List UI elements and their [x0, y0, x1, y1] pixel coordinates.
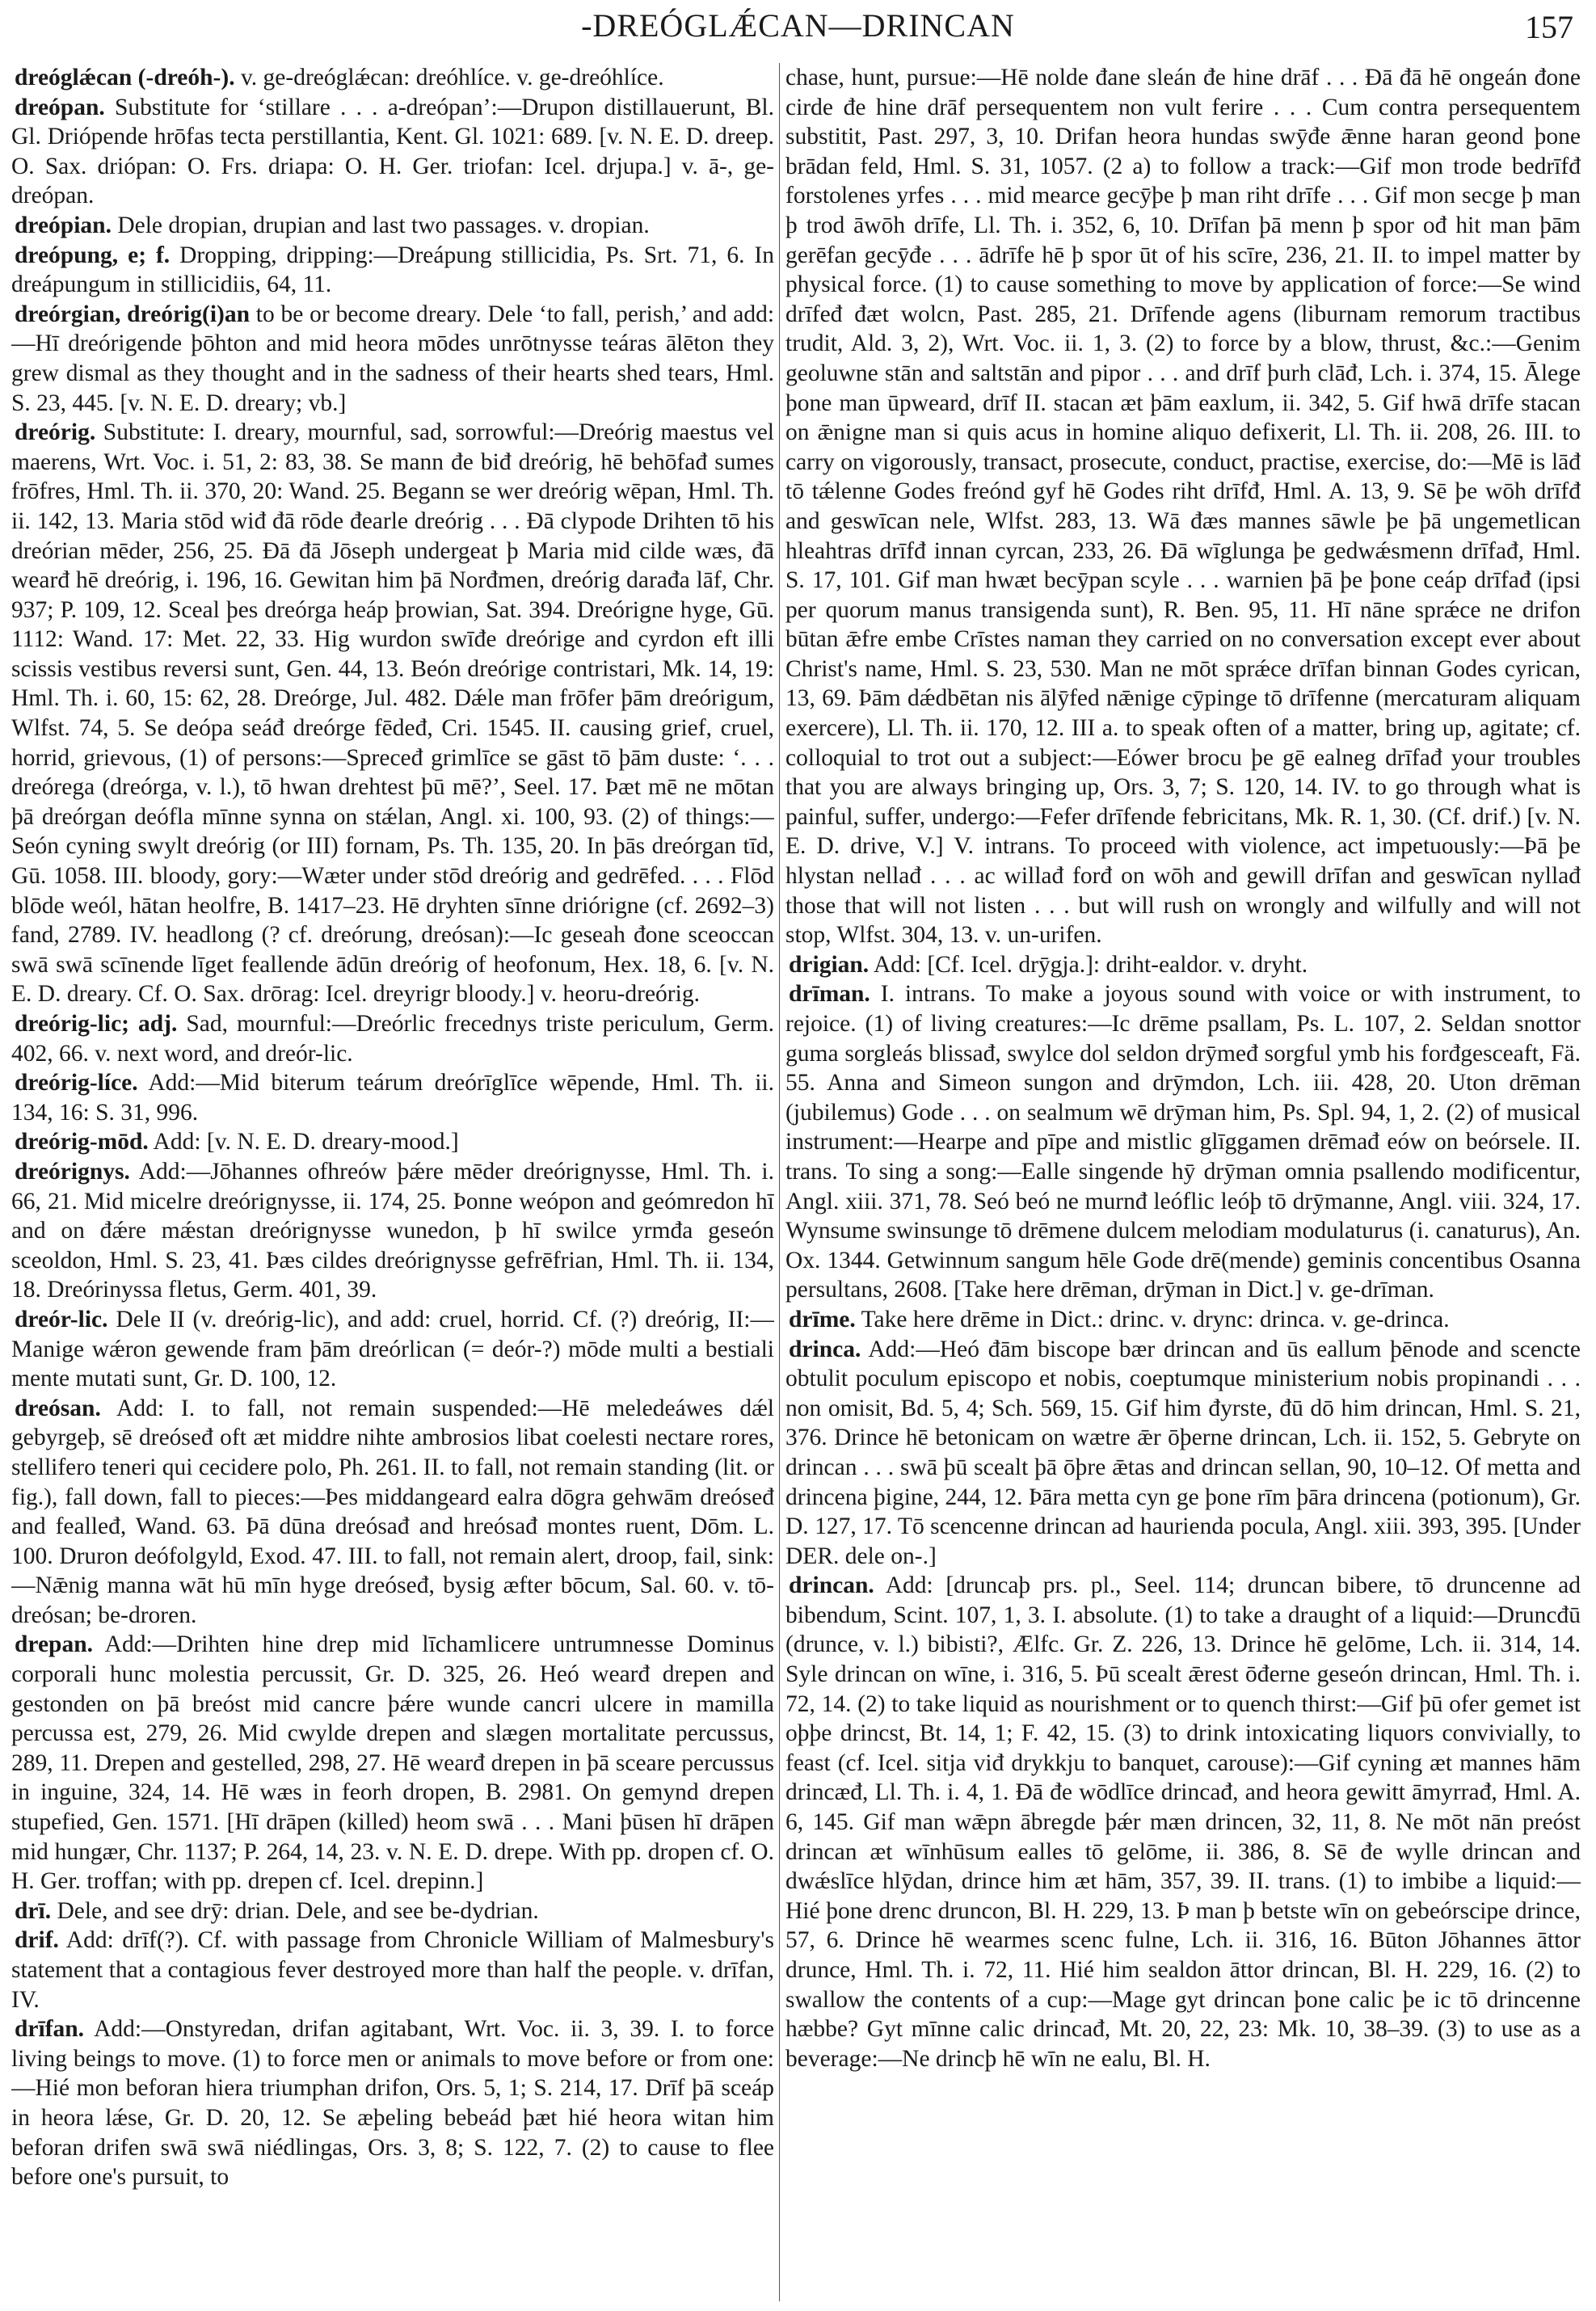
dictionary-entry	[11, 241, 774, 300]
page-number: 157	[1525, 9, 1573, 45]
dictionary-entry	[11, 300, 774, 418]
entry-body: Add:—Drihten hine drep mid līchamlicere untrumnesse Dominus corporali hunc molestia percussit, Gr. D. 325, 26. Heó wearđ drepen and gestonden on þā breóst mid cancre þǽre wunde cancri ulcere in mamilla percussa est, 279, 26. Mid cwylde drepen and slægen mortalitate percussus, 289, 11. Drepen and gestelled, 298, 27. Hē wearđ drepen in þā sceare percussus in inguine, 324, 14. Hē wæs in feorh dropen, B. 2981. On gemynd drepen stupefied, Gen. 1571. [Hī drāpen (killed) heom swā . . . Mani þūsen hī drāpen mid hungær, Chr. 1137; P. 264, 14, 23. v. N. E. D. drepe. With pp. dropen cf. O. H. Ger. troffan; with pp. drepen cf. Icel. drepinn.]	[11, 1631, 774, 1895]
entry-body: Add: [druncaþ prs. pl., Seel. 114; druncan bibere, tō druncenne ad bibendum, Scint. 107, 1, 3. I. absolute. (1) to take a draught of a liquid:—Druncđū (drunce, v. l.) bibisti?, Ælfc. Gr. Z. 226, 13. Drince hē gelōme, Lch. ii. 314, 14. Syle drincan on wīne, i. 316, 5. Þū scealt ǣrest ōđerne geseón drincan, Hml. Th. i. 72, 14. (2) to take liquid as nourishment or to quench thirst:—Gif þū ofer gemet ist oþþe drincst, Bt. 14, 1; F. 42, 15. (3) to drink intoxicating liquors convivially, to feast (cf. Icel. sitja viđ drykkju to banquet, carouse):—Gif cyning æt mannes hām drincæđ, Ll. Th. i. 4, 1. Đā đe wōdlīce drincađ, and heora gewitt āmyrrađ, Hml. A. 6, 145. Gif man wǣpn ābregde þǽr mæn drincen, 32, 11, 8. Ne mōt nān preóst drincan æt wīnhūsum ealles tō gelōme, ii. 386, 8. Sē đe wylle drincan and dwǽslīce hlȳdan, drince him æt hām, 357, 39. II. trans. (1) to imbibe a liquid:—Hié þone drenc druncon, Bl. H. 229, 13. Þ man þ betste wīn on gebeórscipe drince, 57, 6. Drince hē wearmes scenc fulne, Lch. ii. 316, 16. Būton Jōhannes āttor drunce, Hml. Th. i. 72, 11. Hié him sealdon āttor drincan, Bl. H. 229, 16. (2) to swallow the contents of a cup:—Mage gyt drincan þone calic þe ic tō drincenne hæbbe? Gyt mīnne calic drincađ, Mt. 20, 22, 23: Mk. 10, 38–39. (3) to use as a beverage:—Ne drincþ hē wīn ne ealu, Bl. H.	[785, 1572, 1581, 2072]
entry-body: to be or become dreary. Dele ‘to fall, perish,’ and add:—Hī dreórigende þōhton and mid heora mōdes unrōtnysse teáras ālēton they grew dismal as they thought and in the sadness of their hearts shed tears, Hml. S. 23, 445. [v. N. E. D. dreary; vb.]	[11, 301, 774, 416]
dictionary-entry	[785, 1335, 1581, 1572]
entry-body: Add: drīf(?). Cf. with passage from Chronicle William of Malmesbury's statement that a contagious fever destroyed more than half the people. v. drīfan, IV.	[11, 1927, 774, 2013]
dictionary-entry	[11, 1630, 774, 1896]
column-divider	[779, 63, 780, 2301]
entry-headword: drigian.	[789, 951, 870, 978]
entry-continuation: chase, hunt, pursue:—Hē nolde đane sleán đe hine drāf . . . Đā đā hē ongeán đone cirde đe hine drāf persequentem non vult ferire . . . Cum contra persequentem substitit, Past. 297, 3, 10. Drifan heora hundas swȳđe ǣnne haran geond þone brādan feld, Hml. S. 31, 1057. (2 a) to follow a track:—Gif mon trode bedrīfđ forstolenes yrfes . . . mid mearce gecȳþe þ man riht drīfe . . . Gif mon secge þ man þ trod āwōh drīfe, Ll. Th. i. 352, 6, 10. Drīfan þā menn þ spor ođ hit man þām gerēfan gecȳđe . . . ādrīfe hē þ spor ūt of his scīre, 236, 21. II. to impel matter by physical force. (1) to cause something to move by application of force:—Se wind drīfeđ đæt wolcn, Past. 285, 21. Drīfende agens (liburnam remorum tractibus trudit, Ald. 3, 2), Wrt. Voc. ii. 1, 3. (2) to force by a blow, thrust, &c.:—Genim geoluwne stān and saltstān and pipor . . . and drīf þurh clāđ, Lch. i. 374, 15. Ālege þone man ūpweard, drīf II. stacan æt þām eaxlum, ii. 342, 5. Gif hwā drīfe stacan on ǣnigne man si quis acus in homine aliquo defixerit, Ll. Th. ii. 208, 26. III. to carry on vigorously, transact, prosecute, conduct, practise, exercise, do:—Mē is lāđ tō tǽlenne Godes freónd gyf hē Godes riht drīfđ, Hml. A. 13, 9. Sē þe wōh drīfđ and geswīcan nele, Wlfst. 283, 13. Wā đæs mannes sāwle þe þā ungemetlican hleahtras drīfđ innan cyrcan, 233, 26. Đā wīglunga þe gedwǽsmenn drīfađ, Hml. S. 17, 101. Gif man hwæt becȳpan scyle . . . warnien þā þe þone ceáp drīfađ (ipsi per quorum manus transigenda sunt), R. Ben. 95, 11. Hī nāne sprǽce ne drifon būtan ǣfre embe Crīstes naman they carried on no conversation except ever about Christ's name, Hml. S. 23, 530. Man ne mōt sprǽce drīfan binnan Godes cyrican, 13, 69. Þām dǽdbētan nis ālȳfed nǣnige cȳpinge tō drīfenne (mercaturam aliquam exercere), Ll. Th. ii. 170, 12. III a. to speak often of a matter, bring up, agitate; cf. colloquial to trot out a subject:—Eówer brocu þe gē ealneg drīfađ your troubles that you are always bringing up, Ors. 3, 7; S. 120, 14. IV. to go through what is painful, suffer, undergo:—Fefer drīfende febricitans, Mk. R. 1, 30. (Cf. drif.) [v. N. E. D. drive, V.] V. intrans. To proceed with violence, act impetuously:—Þā þe hlystan nellađ . . . ac willađ forđ on wōh and gewill drīfan and geswīcan nyllađ those that will not listen . . . but will rush on wrongly and wilfully and will not stop, Wlfst. 304, 13. v. un-urifen.	[785, 65, 1581, 949]
dictionary-entry	[11, 93, 774, 211]
dictionary-entry	[11, 1896, 774, 1926]
dictionary-entry	[11, 1305, 774, 1394]
entry-body: Dropping, dripping:—Dreápung stillicidia, Ps. Srt. 71, 6. In dreápungum in stillicidiis, 64, 11.	[11, 242, 774, 298]
entry-body: v. ge-dreóglǽcan: dreóhlíce. v. ge-dreóhlíce.	[240, 65, 664, 91]
entry-headword: dreór-lic.	[15, 1306, 108, 1332]
left-column	[11, 63, 774, 2305]
entry-body: I. intrans. To make a joyous sound with voice or with instrument, to rejoice. (1) of living creatures:—Ic drēme psallam, Ps. L. 107, 2. Seldan snottor guma sorgleás blissađ, swylce dol seldon drȳmeđ sorgful ymb his forđgesceaft, Fä. 55. Anna and Simeon sungon and drȳmdon, Lch. iii. 428, 20. Uton drēman (jubilemus) Gode . . . on sealmum wē drȳman him, Ps. Spl. 94, 1, 2. (2) of musical instrument:—Hearpe and pīpe and mistlic glīggamen drēmađ eów on beórsele. II. trans. To sing a song:—Ealle singende hȳ drȳman omnia psallendo modificentur, Angl. xiii. 371, 78. Seó beó ne murnđ leóflic leóþ tō drȳmanne, Angl. viii. 324, 17. Wynsume swinsunge tō drēmene dulcem melodiam modulaturus (i. canaturus), An. Ox. 1344. Getwinnum sangum hēle Gode drē(mende) geminis concentibus Osanna persultans, 2608. [Take here drēman, drȳman in Dict.] v. ge-drīman.	[785, 981, 1581, 1303]
entry-headword: dreópan.	[15, 94, 105, 120]
entry-headword: drīme.	[789, 1306, 856, 1332]
entry-headword: dreósan.	[15, 1395, 101, 1421]
running-title: -DREÓGLǼCAN—DRINCAN	[581, 7, 1015, 44]
dictionary-entry	[11, 2014, 774, 2192]
entry-headword: dreórig.	[15, 419, 96, 446]
dictionary-entry	[785, 1305, 1581, 1335]
entry-headword: drīfan.	[15, 2016, 85, 2043]
entry-body: Dele II (v. dreórig-lic), and add: cruel, horrid. Cf. (?) dreórig, II:—Manige wǽron gewende fram þām dreórlican (= deór-?) mōde multi a bestiali mente mutati sunt, Gr. D. 100, 12.	[11, 1306, 774, 1392]
dictionary-entry	[785, 979, 1581, 1305]
entry-body: Add:—Heó đām biscope bær drincan and ūs eallum þēnode and scencte obtulit poculum episcopo et nobis, coeptumque ministerium nobis propinandi . . . non omisit, Bd. 5, 4; Sch. 569, 15. Gif him đyrste, đū dō him drincan, Hml. S. 21, 376. Drince hē betonicam on wætre ǣr ōþerne drincan, Lch. ii. 152, 5. Gebryte on drincan . . . swā þū scealt þā ōþre ǣtas and drincan sellan, 90, 10–12. Of metta and drincena þigine, 244, 12. Þāra metta cyn ge þone rīm þāra drincena (potionum), Gr. D. 127, 17. Tō scencenne drincan ad hauriendа pocula, Angl. xiii. 393, 395. [Under DER. dele on-.]	[785, 1336, 1581, 1569]
dictionary-entry	[11, 1127, 774, 1157]
entry-body: Add: I. to fall, not remain suspended:—Hē meledeáwes dǽl gebyrgeþ, sē dreóseđ oft æt middre nihte ambrosios libat coelesti nectare rores, stellifero teneri qui cecidere polo, Ph. 261. II. to fall, not remain standing (lit. or fig.), fall down, fall to pieces:—Þes middangeard ealra dōgra gehwām dreóseđ and fealleđ, Wand. 63. Þā dūna dreósađ and hreósađ montes ruent, Dōm. L. 100. Druron deófolgyld, Exod. 47. III. to fall, not remain alert, droop, fail, sink:—Nǣnig manna wāt hū mīn hyge dreóseđ, bysig æfter bōcum, Sal. 60. v. tō-dreósan; be-droren.	[11, 1395, 774, 1628]
entry-body: Sad, mournful:—Dreórlic frecednys triste periculum, Germ. 402, 66. v. next word, and dreór-lic.	[11, 1011, 774, 1067]
dictionary-entry	[11, 418, 774, 1009]
entry-headword: drincan.	[789, 1572, 874, 1599]
dictionary-entry	[11, 63, 774, 93]
entry-headword: drif.	[15, 1927, 59, 1954]
entry-body: Substitute: I. dreary, mournful, sad, sorrowful:—Dreórig maestus vel maerens, Wrt. Voc. i. 51, 2: 83, 38. Se mann đe biđ dreórig, hē behōfađ sumes frōfres, Hml. Th. ii. 370, 20: Wand. 25. Begann se wer dreórig wēpan, Hml. Th. ii. 142, 13. Maria stōd wiđ đā rōde đearle dreórig . . . Đā clypode Drihten tō his dreórian mēder, 256, 25. Đā đā Jōseph undergeat þ Maria mid cilde wæs, đā wearđ hē dreórig, i. 196, 16. Gewitan him þā Norđmen, dreórig darađa lāf, Chr. 937; P. 109, 12. Sceal þes dreórga heáp þrowian, Sat. 394. Dreórigne hyge, Gū. 1112: Wand. 17: Met. 22, 33. Hig wurdon swīđe dreórige and cyrdon eft illi scissis vestibus reversi sunt, Gen. 44, 13. Beón dreórige contristari, Mk. 14, 19: Hml. Th. i. 60, 15: 62, 28. Dreórge, Jul. 482. Dǽle man frōfer þām dreórigum, Wlfst. 74, 5. Se deópa seáđ dreórge fēdeđ, Cri. 1545. II. causing grief, cruel, horrid, grievous, (1) of persons:—Spreceđ grimlīce se gāst tō þām duste: ‘. . . dreórega (dreórga, v. l.), tō hwan drehtest þū mē?’, Seel. 17. Þæt mē ne mōtan þā dreórgan deófla mīnne synna on stǽlan, Angl. xi. 100, 93. (2) of things:—Seón cyning swylt dreórig (or III) fornam, Ps. Th. 135, 20. In þās dreórgan tīd, Gū. 1058. III. bloody, gory:—Wæter under stōd dreórig and gedrēfed. . . . Flōd blōde weól, hātan heolfre, B. 1417–23. Hē dryhten sīnne driórigne (cf. 2692–3) fand, 2789. IV. headlong (? cf. dreórung, dreósan):—Ic geseah đone sceoccan swā swā scīnende līget feallende ādūn dreórig of heofonum, Hex. 18, 6. [v. N. E. D. dreary. Cf. O. Sax. drōrag: Icel. dreyrigr bloody.] v. heoru-dreórig.	[11, 419, 774, 1008]
dictionary-entry	[785, 1571, 1581, 2073]
dictionary-entry	[11, 1157, 774, 1305]
entry-body: Add:—Jōhannes ofhreów þǽre mēder dreórignysse, Hml. Th. i. 66, 21. Mid micelre dreórignysse, ii. 174, 25. Þonne weópon and geómredon hī and on đǽre mǽstan dreórignysse wunedon, þ hī swilce yrmđa geseón sceoldon, Hml. S. 23, 41. Þæs cildes dreórignysse gefrēfrian, Hml. Th. ii. 134, 18. Dreórinyssa fletus, Germ. 401, 39.	[11, 1158, 774, 1303]
dictionary-entry	[785, 950, 1581, 980]
entry-body: Take here drēme in Dict.: drinc. v. drync: drinca. v. ge-drinca.	[861, 1306, 1450, 1332]
entry-headword: dreórgian, dreórig(i)an	[15, 301, 251, 327]
entry-headword: drinca.	[789, 1336, 861, 1362]
entry-headword: dreórig-lic; adj.	[15, 1011, 178, 1037]
entry-headword: dreórig-líce.	[15, 1070, 138, 1097]
entry-body: Dele, and see drȳ: drian. Dele, and see be-dydrian.	[57, 1897, 539, 1924]
entry-headword: dreórig-mōd.	[15, 1129, 149, 1156]
dictionary-entry	[11, 211, 774, 241]
entry-headword: drepan.	[15, 1631, 93, 1658]
entry-body: Add: [v. N. E. D. dreary-mood.]	[153, 1129, 459, 1156]
entry-body: Add:—Onstyredan, drifan agitabant, Wrt. Voc. ii. 3, 39. I. to force living beings to move. (1) to force men or animals to move before or from one:—Hié mon beforan hiera triumphan drifon, Ors. 5, 1; S. 214, 17. Drīf þā sceáp in heora lǽse, Gr. D. 20, 12. Se æþeling bebeád þæt hié heora witan him beforan drifen swā swā niédlingas, Ors. 3, 8; S. 122, 7. (2) to cause to flee before one's pursuit, to	[11, 2016, 774, 2191]
entry-body: Add: [Cf. Icel. drȳgja.]: driht-ealdor. v. dryht.	[873, 951, 1308, 978]
entry-headword: dreópian.	[15, 212, 112, 238]
right-column	[785, 63, 1581, 2305]
dictionary-entry	[11, 1926, 774, 2014]
entry-body: Add:—Mid biterum teárum dreórīglīce wēpende, Hml. Th. ii. 134, 16: S. 31, 996.	[11, 1070, 774, 1126]
dictionary-entry	[11, 1009, 774, 1068]
entry-headword: drīman.	[789, 981, 870, 1008]
dictionary-entry	[11, 1068, 774, 1127]
entry-headword: dreópung, e; f.	[15, 242, 171, 268]
entry-headword: drī.	[15, 1897, 52, 1924]
entry-body: Substitute for ‘stillare . . . a-dreópan’:—Drupon distillauerunt, Bl. Gl. Driópende hrōfas tecta perstillantia, Kent. Gl. 1021: 689. [v. N. E. D. dreep. O. Sax. driópan: O. Frs. driapa: O. H. Ger. triofan: Icel. drjupa.] v. ā-, ge-dreópan.	[11, 94, 774, 209]
dictionary-entry	[11, 1394, 774, 1631]
entry-headword: dreórignys.	[15, 1158, 130, 1185]
entry-headword: dreóglǽcan (-dreóh-).	[15, 65, 235, 91]
entry-body: Dele dropian, drupian and last two passages. v. dropian.	[117, 212, 650, 238]
page-header	[0, 6, 1596, 55]
